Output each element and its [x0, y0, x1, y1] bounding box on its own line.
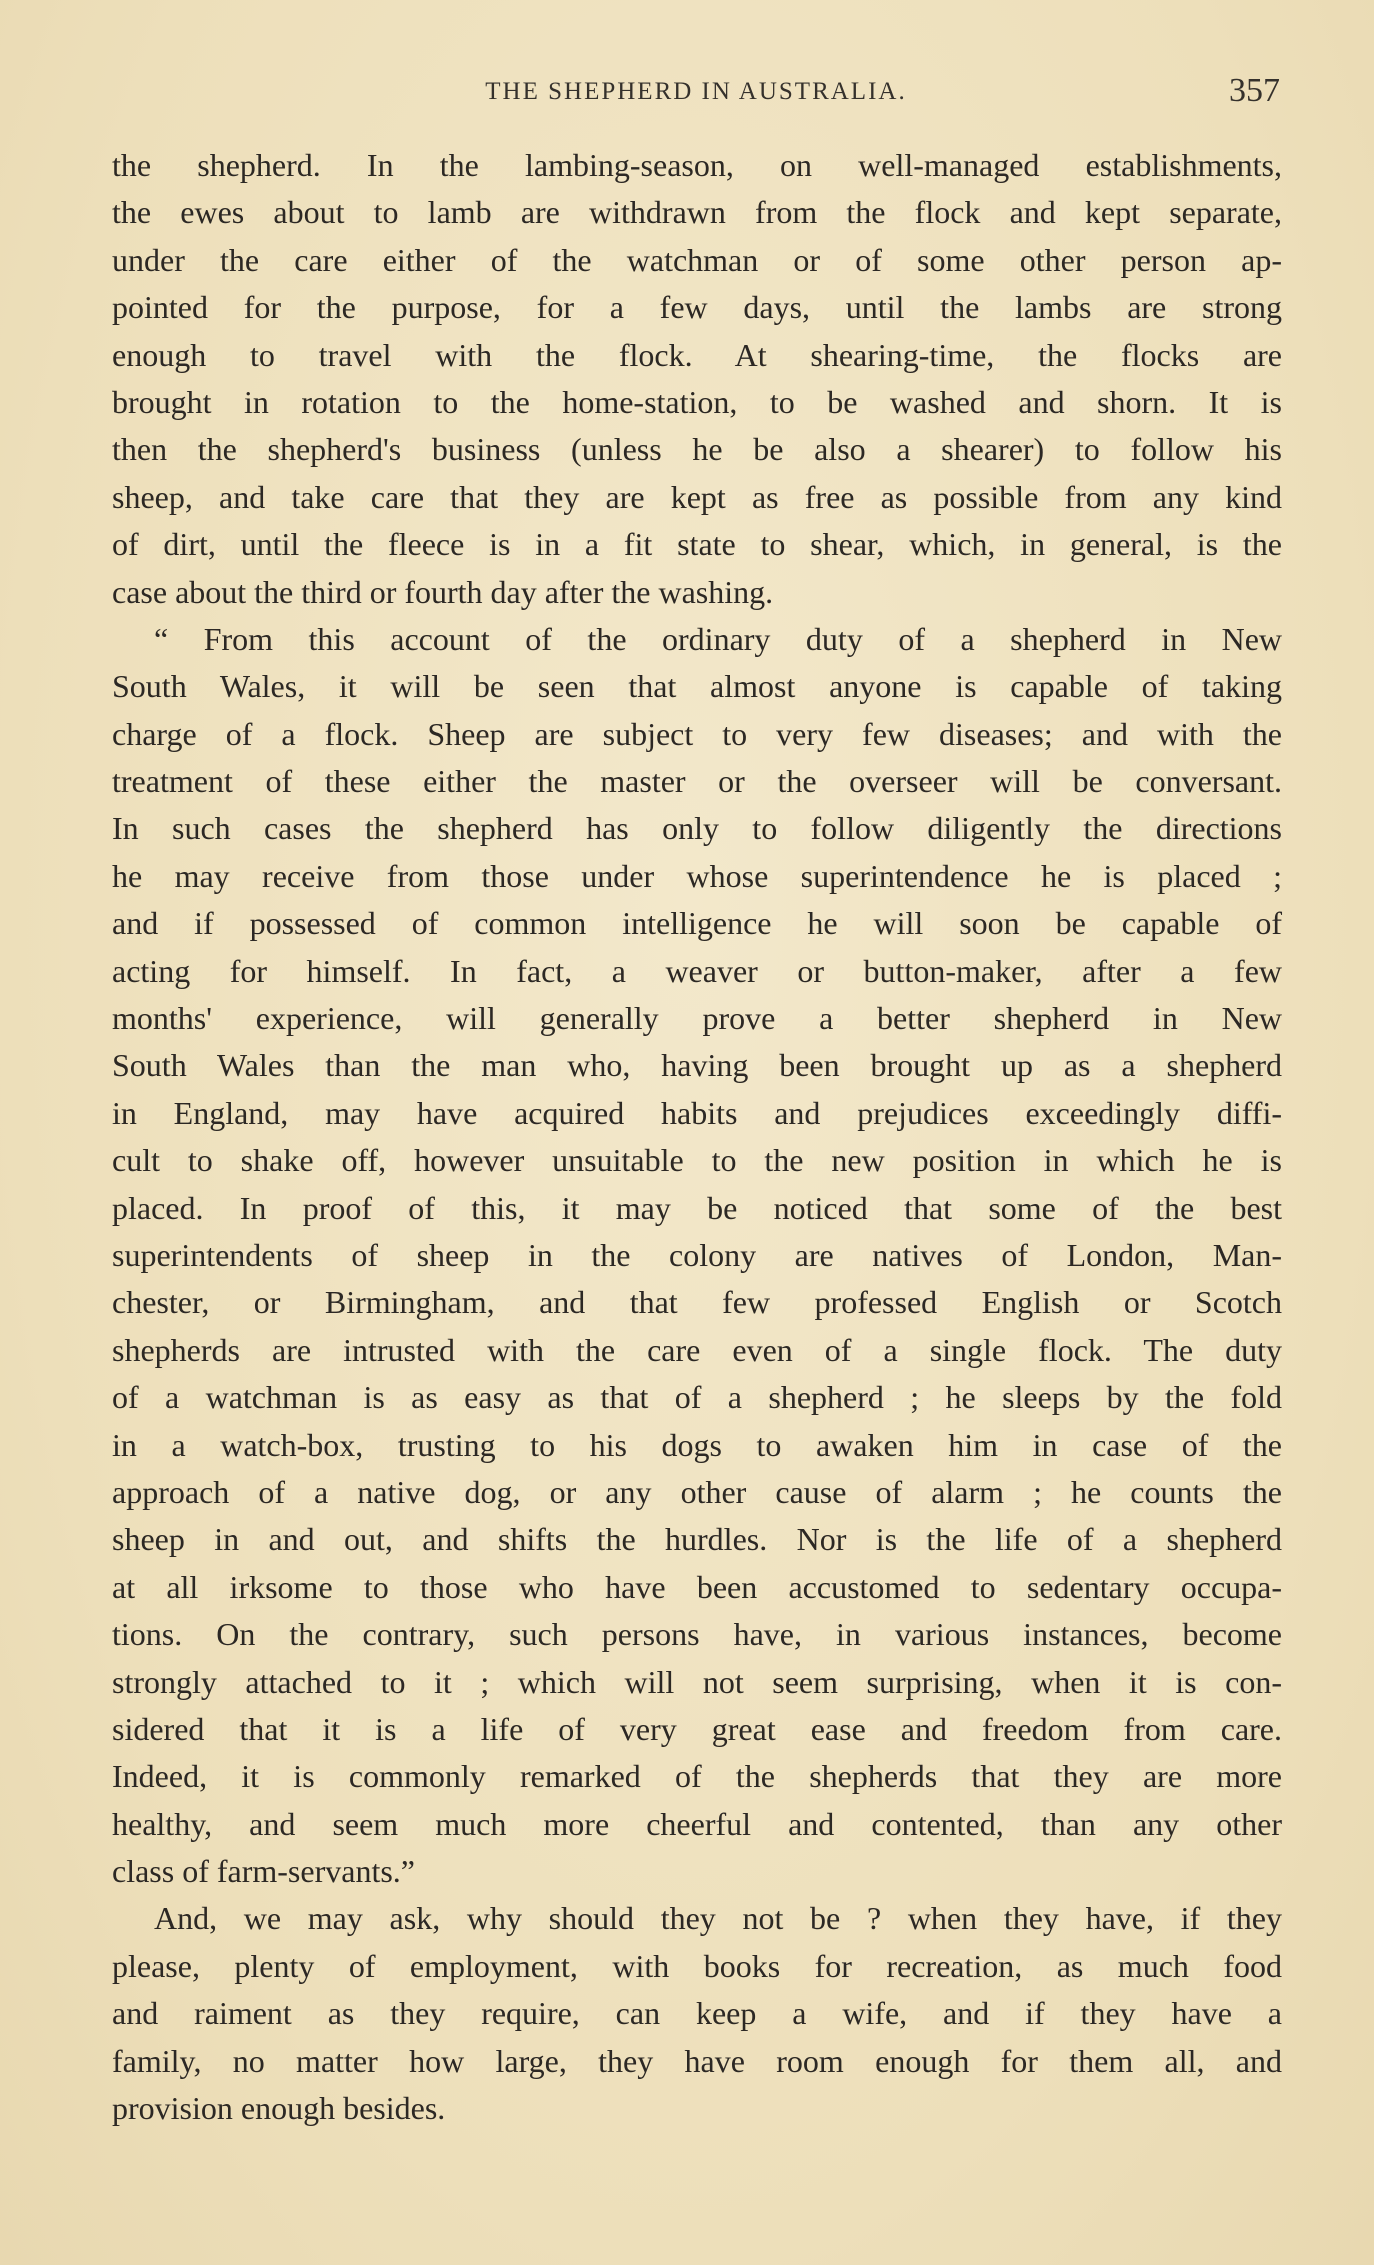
- text-line: South Wales than the man who, having been brought up as a shepherd: [112, 1047, 1282, 1084]
- text-line: “ From this account of the ordinary duty of a shepherd in New: [154, 620, 1282, 657]
- text-line: treatment of these either the master or the overseer will be conversant.: [112, 763, 1282, 800]
- text-line: months' experience, will generally prove a better shepherd in New: [112, 1000, 1282, 1037]
- running-title: THE SHEPHERD IN AUSTRALIA.: [485, 78, 907, 105]
- text-line: placed. In proof of this, it may be noticed that some of the best: [112, 1189, 1282, 1226]
- text-line: charge of a flock. Sheep are subject to very few diseases; and with the: [112, 715, 1282, 752]
- text-line: In such cases the shepherd has only to follow diligently the directions: [112, 810, 1282, 847]
- text-line: approach of a native dog, or any other cause of alarm ; he counts the: [112, 1473, 1282, 1510]
- text-line: in a watch-box, trusting to his dogs to awaken him in case of the: [112, 1426, 1282, 1463]
- text-line: brought in rotation to the home-station, to be washed and shorn. It is: [112, 383, 1282, 420]
- running-head: [112, 72, 1280, 116]
- text-line: the ewes about to lamb are withdrawn from the flock and kept separate,: [112, 194, 1282, 231]
- text-line: And, we may ask, why should they not be ? when they have, if they: [154, 1900, 1282, 1937]
- text-line: chester, or Birmingham, and that few professed English or Scotch: [112, 1284, 1282, 1321]
- text-line: sidered that it is a life of very great ease and freedom from care.: [112, 1710, 1282, 1747]
- text-line: and if possessed of common intelligence he will soon be capable of: [112, 905, 1282, 942]
- text-line: then the shepherd's business (unless he be also a shearer) to follow his: [112, 431, 1282, 468]
- text-line: the shepherd. In the lambing-season, on well-managed establishments,: [112, 147, 1282, 183]
- text-line: enough to travel with the flock. At shearing-time, the flocks are: [112, 336, 1282, 373]
- text-line: healthy, and seem much more cheerful and contented, than any other: [112, 1805, 1282, 1842]
- text-line: he may receive from those under whose superintendence he is placed ;: [112, 857, 1282, 894]
- text-line: of a watchman is as easy as that of a shepherd ; he sleeps by the fold: [112, 1379, 1282, 1416]
- text-line: tions. On the contrary, such persons have, in various instances, become: [112, 1616, 1282, 1653]
- text-line: acting for himself. In fact, a weaver or button-maker, after a few: [112, 952, 1282, 989]
- text-line: strongly attached to it ; which will not seem surprising, when it is con-: [112, 1663, 1282, 1700]
- text-line: South Wales, it will be seen that almost anyone is capable of taking: [112, 668, 1282, 705]
- text-line: class of farm-servants.”: [112, 1853, 415, 1890]
- text-line: at all irksome to those who have been accustomed to sedentary occupa-: [112, 1568, 1282, 1605]
- page-number: 357: [1229, 72, 1280, 109]
- text-line: shepherds are intrusted with the care even of a single flock. The duty: [112, 1331, 1282, 1368]
- text-line: in England, may have acquired habits and prejudices exceedingly diffi-: [112, 1094, 1282, 1131]
- text-line: cult to shake off, however unsuitable to the new position in which he is: [112, 1142, 1282, 1179]
- text-line: under the care either of the watchman or of some other person ap-: [112, 241, 1282, 278]
- text-line: superintendents of sheep in the colony are natives of London, Man-: [112, 1236, 1282, 1273]
- body-text: [112, 142, 1282, 2132]
- text-line: provision enough besides.: [112, 2090, 446, 2127]
- text-line: please, plenty of employment, with books for recreation, as much food: [112, 1947, 1282, 1984]
- text-line: of dirt, until the fleece is in a fit state to shear, which, in general, is the: [112, 526, 1282, 563]
- text-line: case about the third or fourth day after the washing.: [112, 573, 774, 610]
- text-line: Indeed, it is commonly remarked of the shepherds that they are more: [112, 1758, 1282, 1795]
- text-line: sheep, and take care that they are kept as free as possible from any kind: [112, 478, 1282, 515]
- text-line: and raiment as they require, can keep a wife, and if they have a: [112, 1995, 1282, 2032]
- text-line: sheep in and out, and shifts the hurdles. Nor is the life of a shepherd: [112, 1521, 1282, 1558]
- text-line: pointed for the purpose, for a few days, until the lambs are strong: [112, 289, 1282, 326]
- text-line: family, no matter how large, they have room enough for them all, and: [112, 2042, 1282, 2079]
